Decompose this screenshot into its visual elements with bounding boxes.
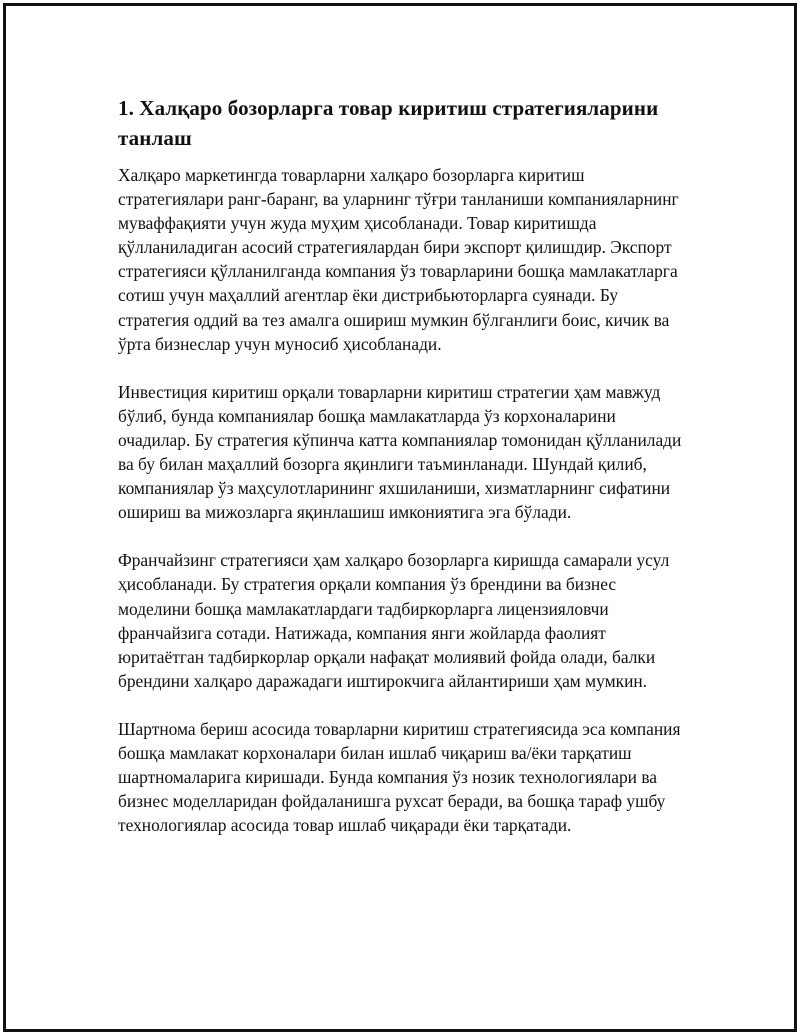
section-heading: 1. Халқаро бозорларга товар киритиш стратегияларини танлаш bbox=[118, 96, 659, 150]
paragraph-contract: Шартнома бериш асосида товарларни киритиш стратегиясида эса компания бошқа мамлакат корхоналари билан ишлаб чиқариш ва/ёки тарқатиш шартномаларига киришади. Бунда компания ўз нозик технологиялари ва бизнес моделларидан фойдаланишга рухсат беради, ва бошқа тараф ушбу технологиялар асосида товар ишлаб чиқаради ёки тарқатади. bbox=[118, 718, 681, 836]
paragraph-export: Халқаро маркетингда товарларни халқаро бозорларга киритиш стратегиялари ранг-баранг, ва уларнинг тўғри танланиши компанияларнинг муваффақияти учун жуда муҳим ҳисобланади. Товар киритишда қўлланиладиган асосий стратегиялардан бири экспорт қилишдир. Экспорт стратегияси қўлланилганда компания ўз товарларини бошқа мамлакатларга сотиш учун маҳаллий агентлар ёки дистрибьюторларга суянади. Бу стратегия оддий ва тез амалга ошириш мумкин бўлганлиги боис, кичик ва ўрта бизнеслар учун муносиб ҳисобланади. bbox=[118, 165, 679, 354]
paragraph-investment: Инвестиция киритиш орқали товарларни киритиш стратегии ҳам мавжуд бўлиб, бунда компаниялар бошқа мамлакатларда ўз корхоналарини очадилар. Бу стратегия кўпинча катта компаниялар томонидан қўлланилади ва бу билан маҳаллий бозорга яқинлиги таъминланади. Шундай қилиб, компаниялар ўз маҳсулотларининг яхшиланиши, хизматларнинг сифатини ошириш ва мижозларга яқинлашиш имкониятига эга бўлади. bbox=[118, 381, 682, 523]
document-body bbox=[118, 93, 690, 861]
paragraph-franchising: Франчайзинг стратегияси ҳам халқаро бозорларга киришда самарали усул ҳисобланади. Бу стратегия орқали компания ўз брендини ва бизнес моделини бошқа мамлакатлардаги тадбиркорларга лицензияловчи франчайзига сотади. Натижада, компания янги жойларда фаолият юритаётган тадбиркорлар орқали нафақат молиявий фойда олади, балки брендини халқаро даражадаги иштирокчига айлантириши ҳам мумкин. bbox=[118, 550, 670, 691]
